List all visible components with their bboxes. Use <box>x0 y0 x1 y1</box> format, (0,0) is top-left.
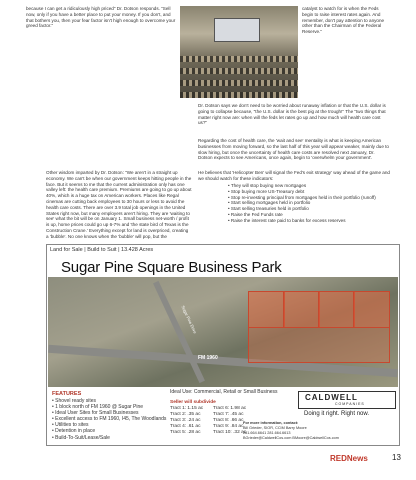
conference-photo <box>180 6 298 98</box>
road-label-fm1960: FM 1960 <box>198 355 218 361</box>
ad-top-line: Land for Sale | Build to Suit | 13.428 Acres <box>50 247 154 253</box>
indicator-item: • Raise the interest rate paid to banks for excess reserves <box>228 217 346 223</box>
tract-item: Tract 6: 1.98 ac <box>213 406 247 411</box>
features-title: FEATURES <box>52 391 82 397</box>
ad-details <box>48 387 398 444</box>
ad-tagline: Doing it right. Right now. <box>304 411 370 417</box>
caldwell-logo <box>298 391 396 409</box>
article-text-mid-right-a: Dr. Dotson says we don't need to be worried about runaway inflation or that the U.S. dollar is going to collapse because, "the U.S. dollar is the best pig at the trough!" The "two things that matter right now are: when will the feds let rates go up and how much will health care cost us?" <box>198 103 386 126</box>
seller-label: Seller will subdivide <box>170 400 216 405</box>
indicator-item: • They will stop buying new mortgages <box>228 183 307 188</box>
feature-item: • Utilities to sites <box>52 422 89 429</box>
aerial-map <box>48 277 398 387</box>
tract-item: Tract 5: .28 ac <box>170 430 201 436</box>
ad-title: Sugar Pine Square Business Park <box>61 259 282 276</box>
feature-item: • Build-To-Suit/Lease/Sale <box>52 434 110 441</box>
tract-parcel <box>283 291 320 328</box>
feature-item: • Ideal User Sites for Small Businesses <box>52 410 139 417</box>
tract-item: Tract 1: 1.15 ac <box>170 406 204 411</box>
article-text-top-left: because I can get a ridiculously high priced" Dr. Dotson responds. "Sell now, only if you have a better place to put your money. If you don't, and that bothers you, then your fear factor isn't high enough to overcome your greed factor." <box>26 6 176 29</box>
contact-line: 281.664.6641 281.664.6613 <box>243 431 291 435</box>
indicator-item: • Start selling treasuries held in portfolio <box>228 206 309 212</box>
road-label-sugar-pine: Sugar Pine Drive <box>180 304 198 335</box>
tract-item: Tract 2: .35 ac <box>170 412 201 418</box>
real-estate-ad <box>46 244 400 446</box>
feature-item: • 1 block north of FM 1960 @ Sugar Pine <box>52 404 144 411</box>
ideal-use: Ideal Use: Commercial, Retail or Small Business <box>170 389 278 395</box>
page-number: 13 <box>392 453 401 462</box>
tract-item: Tract 4: .61 ac <box>170 424 201 430</box>
contact-label: For more information, contact: <box>243 421 299 425</box>
article-text-top-right: catalyst to watch for is when the Feds begin to raise interest rates again. And remember, don't pay attention to anyone other than the Chairman of the Federal Reserve." <box>302 6 385 35</box>
logo-text: CALDWELL <box>305 393 358 402</box>
tract-parcel <box>353 291 390 328</box>
indicator-list <box>228 183 396 224</box>
features-list <box>52 398 166 441</box>
indicator-item: • Stop buying more US-Treasury debt <box>228 188 305 194</box>
tract-item: Tract 3: .24 ac <box>170 418 201 424</box>
contact-line: BGrieder@CaldwellCos.com BMoore@CaldwellCos.com <box>243 436 339 440</box>
indicator-item: • Stop re-investing principal from mortgages held in their portfolio (runoff) <box>228 194 376 200</box>
tract-item: Tract 8: .66 ac <box>213 418 244 424</box>
article-text-mid-right-b: Regarding the cost of health care, the 'wait and see' mentality is what is keeping American businesses from moving forward, so the last half of this year will appear weaker, mainly due to slow hiring, but once the uncertainty of health care costs are resolved next January, Dr. Dotson expects to see Americans, once again, begin to 'overwhelm your government'. <box>198 138 389 161</box>
article-text-mid-right-c: He believes that 'Helicopter Ben' will signal the Fed's exit strategy' way ahead of the game and we should watch for these indicators: <box>198 170 390 181</box>
feature-item: • Shovel ready sites <box>52 398 96 404</box>
feature-item: • Excellent access to FM 1960, I45, The Woodlands <box>52 416 167 423</box>
magazine-name: REDNews <box>330 454 368 463</box>
tract-item: Tract 7: .45 ac <box>213 412 244 418</box>
tract-item: Tract 9: .84 ac <box>213 424 244 430</box>
projection-screen <box>214 18 260 42</box>
logo-subtext: COMPANIES <box>335 402 365 406</box>
tract-parcel <box>248 291 285 328</box>
tract-item: Tract 10: .32 ac <box>213 430 247 436</box>
indicator-item: • Raise the Fed Funds rate <box>228 211 283 217</box>
tract-parcel <box>318 291 355 328</box>
indicator-item: • Start selling mortgages held in portfolio <box>228 200 311 206</box>
feature-item: • Detention in place <box>52 428 96 435</box>
contact-block <box>243 421 339 441</box>
contact-line: Bill Grieder, SIOR, CCIM Barry Moore <box>243 426 307 430</box>
article-text-left: Other wisdom imparted by Dr. Dotson: "We aren't in a straight up economy. We can't be when our government keeps hitting people in the face. But it seems to me that the current administration only has one valley left: the health care premium. Premiums are going to go up about 40%, which is a huge tax on American workers. Places like Regal cinemas are cutting back employees to 30 hours or less to avoid the health care costs. There are over 3.9 total job openings in the United States right now, but many employers aren't hiring. They are 'waiting to see' what the bit will be on January 1. Small business net-worth / profit is up, home prices could go up 6-7% and 'the state bird of Texas is the Construction Crane.' Everything except for land is overpriced, creating a 'bubble'. No one knows when the 'bubble' will pop, but the <box>46 170 192 239</box>
